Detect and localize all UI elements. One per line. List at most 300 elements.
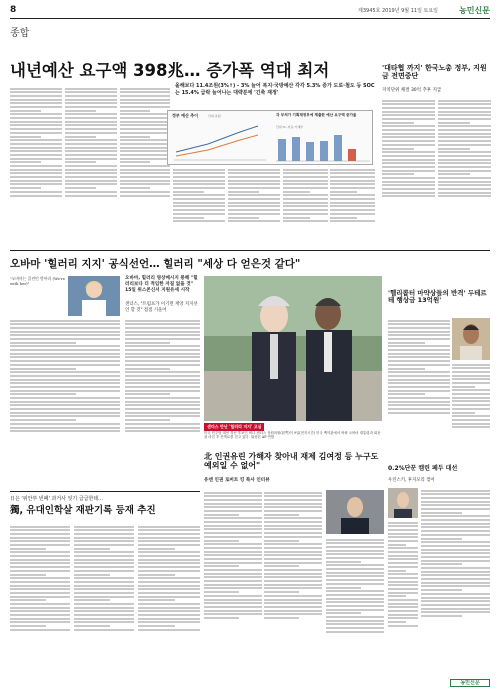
text-line <box>125 386 200 388</box>
text-line <box>421 512 462 514</box>
text-line <box>452 408 490 410</box>
text-line <box>125 408 200 410</box>
text-line <box>10 161 41 163</box>
text-line <box>438 173 470 175</box>
text-line <box>438 151 491 153</box>
text-line <box>452 423 490 425</box>
text-line <box>120 176 170 178</box>
text-line <box>173 176 225 178</box>
side-top-headline: '대타협 까지' 한국노총 정부, 지원금 전면중단 <box>382 64 487 81</box>
text-line <box>138 555 200 557</box>
text-line <box>204 554 262 556</box>
text-line <box>264 506 322 508</box>
text-line <box>10 113 62 115</box>
text-line <box>10 574 46 576</box>
obama-headline: 오바마 '힐러리 지지' 공식선언… 힐러리 "세상 다 얻은것 같다" <box>10 258 301 270</box>
text-line <box>10 548 46 550</box>
text-line <box>421 549 490 551</box>
text-line <box>388 573 418 575</box>
text-line <box>421 604 490 606</box>
text-line <box>74 577 134 579</box>
text-line <box>228 187 280 189</box>
text-line <box>228 217 259 219</box>
text-line <box>388 606 418 608</box>
text-line <box>326 583 384 585</box>
text-line <box>10 195 62 197</box>
text-line <box>438 133 491 135</box>
text-line <box>204 528 262 530</box>
text-line <box>10 187 41 189</box>
text-line <box>264 543 322 545</box>
text-line <box>382 155 435 157</box>
text-line <box>120 91 170 93</box>
text-line <box>10 323 120 325</box>
text-line <box>382 159 435 161</box>
text-line <box>388 323 450 325</box>
text-line <box>382 188 435 190</box>
divider-bottom <box>10 491 200 492</box>
text-line <box>138 529 200 531</box>
lead-body-2 <box>65 86 117 246</box>
text-line <box>421 519 490 521</box>
text-line <box>74 603 134 605</box>
text-line <box>65 139 117 141</box>
text-line <box>10 408 120 410</box>
text-line <box>125 427 200 429</box>
text-line <box>204 521 262 523</box>
text-line <box>74 533 134 535</box>
text-line <box>120 169 170 171</box>
text-line <box>382 103 435 105</box>
text-line <box>388 393 425 395</box>
text-line <box>10 106 62 108</box>
right-lower-body-3 <box>421 488 490 678</box>
text-line <box>452 378 490 380</box>
text-line <box>382 166 435 168</box>
text-line <box>421 508 490 510</box>
page-number: 8 <box>10 5 17 15</box>
text-line <box>326 546 384 548</box>
text-line <box>10 183 62 185</box>
text-line <box>74 526 134 528</box>
text-line <box>74 607 134 609</box>
text-line <box>65 195 117 197</box>
text-line <box>264 576 322 578</box>
text-line <box>120 121 170 123</box>
text-line <box>421 567 490 569</box>
text-line <box>10 334 120 336</box>
text-line <box>452 393 490 395</box>
text-line <box>120 128 170 130</box>
text-line <box>421 600 490 602</box>
text-line <box>326 601 384 603</box>
text-line <box>388 525 418 527</box>
text-line <box>10 117 62 119</box>
text-line <box>120 165 170 167</box>
text-line <box>65 169 117 171</box>
text-line <box>10 577 70 579</box>
text-line <box>326 620 384 622</box>
text-line <box>264 595 322 597</box>
text-line <box>138 574 175 576</box>
lead-body-3 <box>120 86 170 246</box>
text-line <box>326 616 384 618</box>
text-line <box>125 404 200 406</box>
text-line <box>326 627 384 629</box>
text-line <box>283 191 310 193</box>
text-line <box>264 613 322 615</box>
text-line <box>264 510 322 512</box>
text-line <box>264 573 322 575</box>
lead-headline: 내년예산 요구액 398兆… 증가폭 역대 최저 <box>10 61 330 80</box>
text-line <box>74 625 110 627</box>
text-line <box>264 514 299 516</box>
text-line <box>10 158 62 160</box>
text-line <box>388 353 450 355</box>
text-line <box>326 542 384 544</box>
text-line <box>228 209 280 211</box>
text-line <box>330 198 375 200</box>
page-header <box>10 5 490 19</box>
text-line <box>204 551 262 553</box>
text-line <box>125 323 200 325</box>
text-line <box>120 161 150 163</box>
text-line <box>65 183 117 185</box>
text-line <box>326 561 361 563</box>
text-line <box>65 88 117 90</box>
text-line <box>228 202 280 204</box>
text-line <box>10 629 70 631</box>
text-line <box>388 401 450 403</box>
text-line <box>388 577 418 579</box>
text-line <box>421 538 462 540</box>
text-line <box>74 618 134 620</box>
photo-icon <box>204 276 382 421</box>
lead-body-7 <box>330 167 375 247</box>
text-line <box>10 393 76 395</box>
text-line <box>382 144 435 146</box>
text-line <box>74 588 134 590</box>
text-line <box>326 612 361 614</box>
text-line <box>10 95 62 97</box>
text-line <box>204 510 262 512</box>
text-line <box>326 609 384 611</box>
text-line <box>10 364 120 366</box>
text-line <box>382 151 435 153</box>
text-line <box>120 150 170 152</box>
text-line <box>264 536 322 538</box>
photo-caption-tag: 샌더스 만난 '힐러리 지지' 고심 <box>204 423 264 431</box>
text-line <box>10 345 120 347</box>
text-line <box>10 526 70 528</box>
text-line <box>382 122 414 124</box>
text-line <box>10 427 120 429</box>
text-line <box>388 338 450 340</box>
text-line <box>204 547 262 549</box>
text-line <box>173 194 225 196</box>
text-line <box>65 154 117 156</box>
text-line <box>125 412 200 414</box>
text-line <box>120 110 150 112</box>
text-line <box>388 386 450 388</box>
text-line <box>10 99 62 101</box>
text-line <box>125 393 170 395</box>
text-line <box>10 412 120 414</box>
text-line <box>421 556 490 558</box>
newspaper-name: 농민신문 <box>459 6 490 15</box>
text-line <box>138 618 200 620</box>
text-line <box>120 195 170 197</box>
text-line <box>283 213 328 215</box>
text-line <box>452 397 490 399</box>
text-line <box>326 598 384 600</box>
text-line <box>204 543 262 545</box>
text-line <box>382 192 435 194</box>
text-line <box>388 331 450 333</box>
text-line <box>388 592 418 594</box>
text-line <box>388 349 450 351</box>
text-line <box>138 544 200 546</box>
text-line <box>388 614 418 616</box>
text-line <box>382 195 435 197</box>
text-line <box>10 430 120 432</box>
text-line <box>264 580 322 582</box>
text-line <box>65 191 117 193</box>
text-line <box>120 191 170 193</box>
text-line <box>173 205 225 207</box>
text-line <box>65 106 117 108</box>
text-line <box>382 118 435 120</box>
text-line <box>120 106 170 108</box>
photo-caption: 미국 민주당 대선 경선 후보인 버니 샌더스 상원의원(왼쪽)이 9일(현지시간) 미국 백악관에서 버락 오바마 대통령과 회동을 마친 후 산책로를 걷고 있다. 워싱턴 AP 연합 <box>204 431 381 440</box>
text-line <box>204 573 262 575</box>
text-line <box>330 213 375 215</box>
right-lower-sub2: 우린스키, 후지모리 꺾어 <box>388 478 435 483</box>
text-line <box>326 572 384 574</box>
text-line <box>125 338 200 340</box>
text-line <box>120 102 170 104</box>
text-line <box>65 124 117 126</box>
text-line <box>74 585 134 587</box>
text-line <box>10 143 62 145</box>
text-line <box>10 169 62 171</box>
text-line <box>65 161 96 163</box>
text-line <box>330 220 375 222</box>
text-line <box>10 603 70 605</box>
text-line <box>10 360 120 362</box>
text-line <box>382 129 435 131</box>
text-line <box>138 592 200 594</box>
chart-right-title: 각 부처가 기획재정부에 제출한 예산 요구액 증가율 <box>276 113 357 117</box>
mid-headline: 北 인권유린 가해자 찾아내 재제 김여정 등 누구도 예외일 수 없어" <box>204 452 379 471</box>
text-line <box>125 390 200 392</box>
text-line <box>264 610 322 612</box>
divider <box>10 250 490 251</box>
text-line <box>10 618 70 620</box>
text-line <box>438 170 491 172</box>
text-line <box>388 551 418 553</box>
text-line <box>264 565 299 567</box>
bottom-left-body-1 <box>10 524 70 678</box>
text-line <box>125 379 200 381</box>
text-line <box>326 579 384 581</box>
text-line <box>326 557 384 559</box>
text-line <box>283 187 328 189</box>
text-line <box>330 194 375 196</box>
text-line <box>264 584 322 586</box>
text-line <box>125 342 170 344</box>
text-line <box>10 375 120 377</box>
text-line <box>173 180 225 182</box>
text-line <box>120 139 170 141</box>
text-line <box>388 522 418 524</box>
section-label: 종합 <box>10 28 30 39</box>
text-line <box>10 368 76 370</box>
text-line <box>421 552 490 554</box>
text-line <box>10 596 70 598</box>
text-line <box>173 220 225 222</box>
text-line <box>10 607 70 609</box>
text-line <box>438 125 491 127</box>
text-line <box>388 327 450 329</box>
text-line <box>264 599 322 601</box>
text-line <box>438 114 491 116</box>
text-line <box>326 564 384 566</box>
text-line <box>264 617 299 619</box>
text-line <box>74 592 134 594</box>
text-line <box>264 525 322 527</box>
text-line <box>10 124 62 126</box>
text-line <box>120 136 150 138</box>
text-line <box>421 597 490 599</box>
text-line <box>173 198 225 200</box>
text-line <box>228 176 280 178</box>
text-line <box>421 611 490 613</box>
text-line <box>421 589 462 591</box>
duterte-photo <box>452 318 490 360</box>
portrait-icon <box>326 490 384 534</box>
text-line <box>421 493 490 495</box>
text-line <box>10 132 62 134</box>
text-line <box>173 202 225 204</box>
text-line <box>264 517 322 519</box>
text-line <box>421 545 490 547</box>
text-line <box>388 547 418 549</box>
text-line <box>421 560 490 562</box>
text-line <box>10 349 120 351</box>
text-line <box>10 356 120 358</box>
text-line <box>264 591 299 593</box>
text-line <box>388 599 418 601</box>
text-line <box>65 117 117 119</box>
text-line <box>138 577 200 579</box>
text-line <box>421 515 490 517</box>
text-line <box>125 334 200 336</box>
text-line <box>421 582 490 584</box>
text-line <box>452 386 475 388</box>
text-line <box>388 371 450 373</box>
text-line <box>438 159 491 161</box>
text-line <box>438 122 470 124</box>
text-line <box>382 181 435 183</box>
text-line <box>283 202 328 204</box>
text-line <box>382 111 435 113</box>
text-line <box>283 172 328 174</box>
text-line <box>65 172 117 174</box>
lead-body-6 <box>283 167 328 247</box>
mid-body-1 <box>204 490 262 678</box>
text-line <box>438 136 491 138</box>
text-line <box>10 592 70 594</box>
text-line <box>388 360 450 362</box>
text-line <box>264 528 322 530</box>
text-line <box>138 548 175 550</box>
text-line <box>326 539 384 541</box>
text-line <box>388 617 418 619</box>
text-line <box>204 580 262 582</box>
text-line <box>228 180 280 182</box>
text-line <box>382 162 435 164</box>
text-line <box>388 536 418 538</box>
text-line <box>388 544 406 546</box>
text-line <box>388 345 450 347</box>
text-line <box>421 490 490 492</box>
text-line <box>388 412 450 414</box>
text-line <box>10 610 70 612</box>
obama-quote: "오바마는 클린턴 받아라 (We're with her)" <box>10 276 65 286</box>
text-line <box>138 596 200 598</box>
obama-body-mid <box>125 318 200 486</box>
text-line <box>125 345 200 347</box>
text-line <box>452 389 490 391</box>
text-line <box>438 181 491 183</box>
text-line <box>283 217 310 219</box>
text-line <box>326 605 384 607</box>
text-line <box>10 551 70 553</box>
text-line <box>330 187 375 189</box>
text-line <box>65 176 117 178</box>
text-line <box>228 205 280 207</box>
text-line <box>10 390 120 392</box>
text-line <box>10 379 120 381</box>
text-line <box>204 503 262 505</box>
text-line <box>65 158 117 160</box>
text-line <box>74 562 134 564</box>
text-line <box>438 162 491 164</box>
text-line <box>65 95 117 97</box>
text-line <box>125 364 200 366</box>
chart-right-unit: 단위:%, 자료:기재부 <box>276 125 304 129</box>
text-line <box>125 356 200 358</box>
text-line <box>228 183 280 185</box>
text-line <box>10 386 120 388</box>
text-line <box>421 497 490 499</box>
footer-logo: 농민신문 <box>450 679 490 687</box>
text-line <box>125 382 200 384</box>
text-line <box>388 397 450 399</box>
lead-subheadline: 올해보다 11.4조원(3%↑) - 3% 늘어 복지·국방예산 각각 5.3% 증가 도로·철도 등 SOC는 15.4% 급락 늘어나는 대략분에 '긴축 재정' <box>175 83 375 96</box>
text-line <box>65 143 117 145</box>
text-line <box>330 172 375 174</box>
text-line <box>421 578 490 580</box>
text-line <box>138 599 175 601</box>
bottom-left-headline: 獨, 유대인학살 재판기록 등재 추진 <box>10 505 156 516</box>
text-line <box>65 165 117 167</box>
text-line <box>125 331 200 333</box>
text-line <box>138 551 200 553</box>
text-line <box>388 529 418 531</box>
text-line <box>120 158 170 160</box>
